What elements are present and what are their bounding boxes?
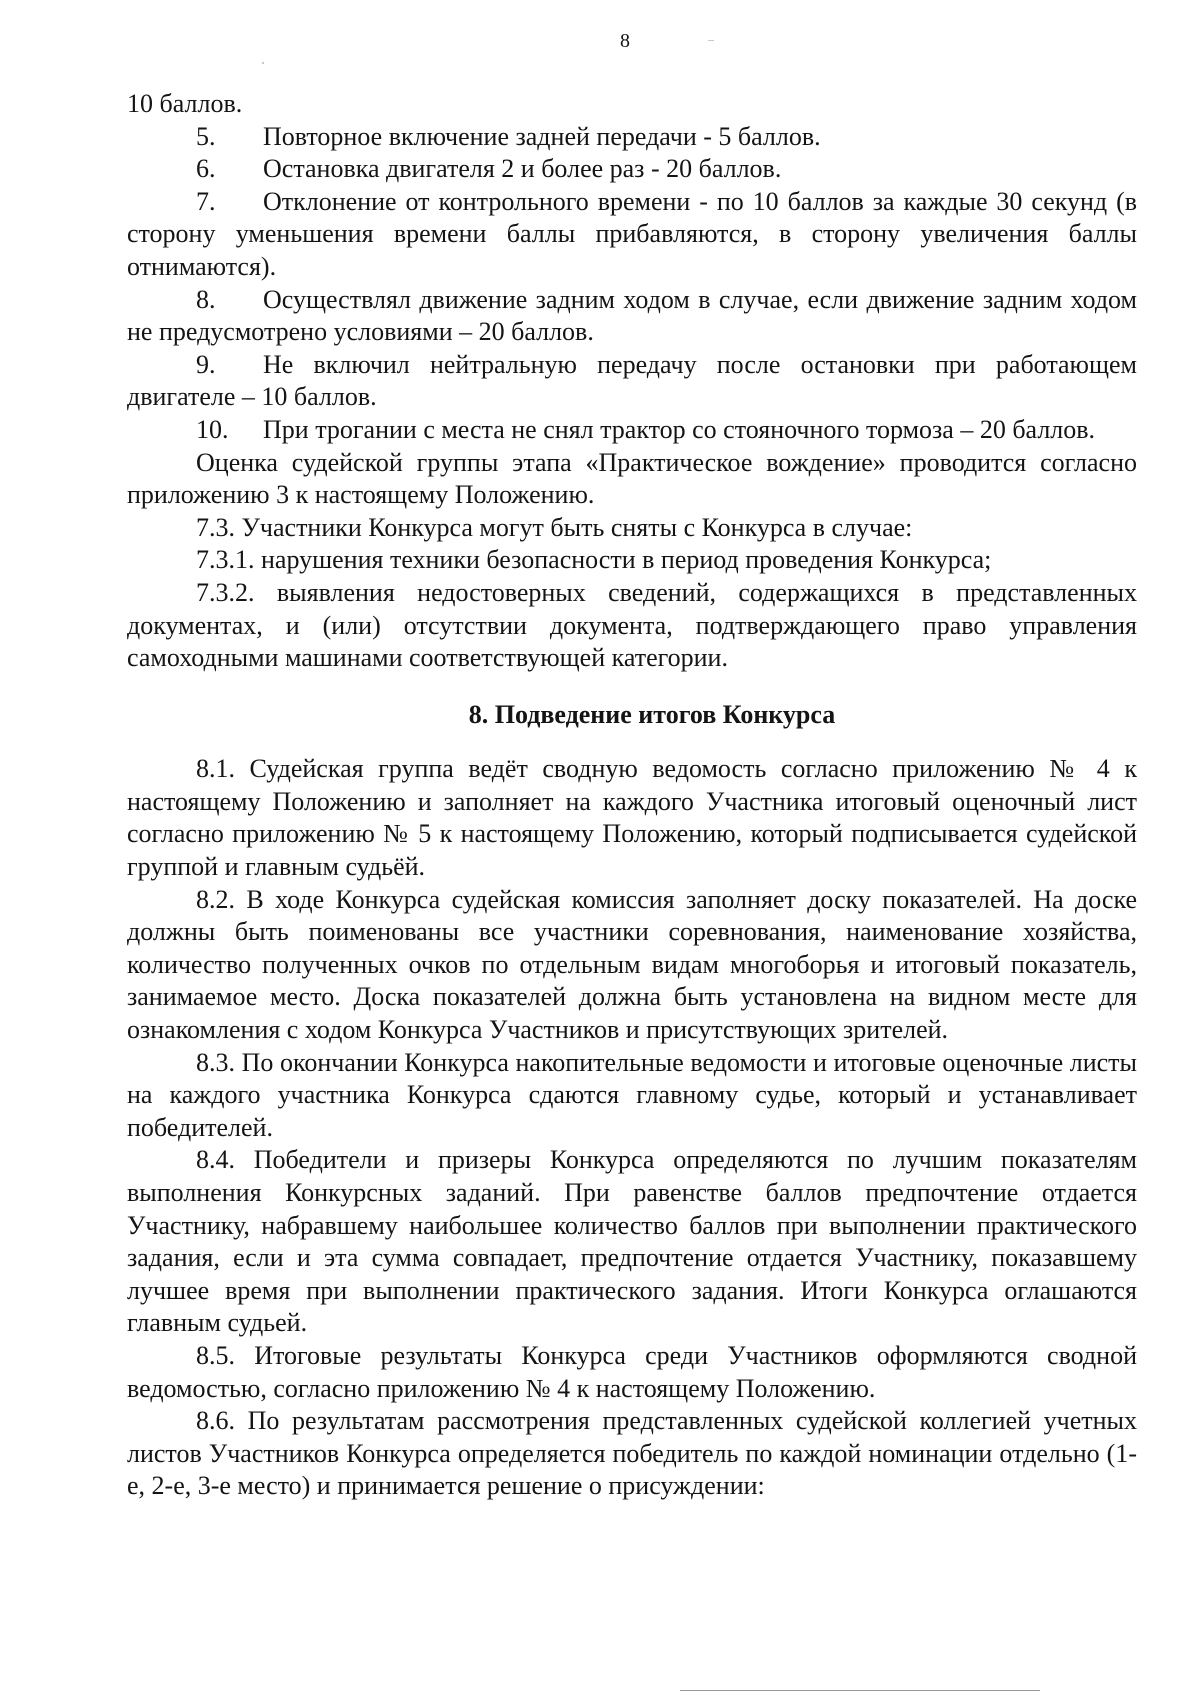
item-number: 10. xyxy=(196,414,229,444)
clause-7-3-2: 7.3.2. выявления недостоверных сведений, содержащихся в представленных документах, и (или) отсутствии документа, подтверждающего право управления самоходными машинами соответствующей категории. xyxy=(127,577,1137,673)
clause-8-5: 8.5. Итоговые результаты Конкурса среди Участников оформляются сводной ведомостью, согласно приложению № 4 к настоящему Положению. xyxy=(127,1340,1137,1403)
clause-8-4: 8.4. Победители и призеры Конкурса определяются по лучшим показателям выполнения Конкурсных заданий. При равенстве баллов предпочтение отдается Участнику, набравшему наибольшее количество баллов при выполнении практического задания, если и эта сумма совпадает, предпочтение отдается Участнику, показавшему лучшее время при выполнении практического задания. Итоги Конкурса оглашаются главным судьей. xyxy=(127,1145,1137,1338)
item-text: При трогании с места не снял трактор со стояночного тормоза – 20 баллов. xyxy=(263,414,1096,444)
clause-8-1: 8.1. Судейская группа ведёт сводную ведомость согласно приложению № 4 к настоящему Положению и заполняет на каждого Участника итоговый оценочный лист согласно приложению № 5 к настоящему Положению, который подписывается судейской группой и главным судьёй. xyxy=(127,754,1137,882)
clause-8-2: 8.2. В ходе Конкурса судейская комиссия заполняет доску показателей. На доске должны быть поименованы все участники соревнования, наименование хозяйства, количество полученных очков по отдельным видам многоборья и итоговый показатель, занимаемое место. Доска показателей должна быть установлена на видном месте для ознакомления с ходом Конкурса Участников и присутствующих зрителей. xyxy=(127,884,1137,1045)
item-text: Отклонение от контрольного времени - по 10 баллов за каждые 30 секунд (в сторону уменьшения времени баллы прибавляются, в сторону увеличения баллы отнимаются). xyxy=(127,186,1137,281)
item-text: Не включил нейтральную передачу после остановки при работающем двигателе – 10 баллов. xyxy=(127,349,1137,412)
penalty-item-10 xyxy=(127,414,1137,447)
item-number: 8. xyxy=(196,284,216,314)
penalty-item-6 xyxy=(127,153,1137,186)
carryover-line: 10 баллов. xyxy=(127,89,243,118)
item-number: 7. xyxy=(196,186,216,216)
clause-7-3: 7.3. Участники Конкурса могут быть сняты с Конкурса в случае: xyxy=(196,512,913,542)
page-number: 8 xyxy=(620,30,630,52)
item-number: 9. xyxy=(196,349,216,379)
scan-speck xyxy=(708,40,714,41)
document-body xyxy=(127,88,1137,1503)
clause-8-3: 8.3. По окончании Конкурса накопительные ведомости и итоговые оценочные листы на каждого участника Конкурса сдаются главному судье, который и устанавливает победителей. xyxy=(127,1047,1137,1142)
section-8-heading: 8. Подведение итогов Конкурса xyxy=(468,699,836,729)
item-text: Осуществлял движение задним ходом в случае, если движение задним ходом не предусмотрено условиями – 20 баллов. xyxy=(127,284,1137,347)
penalty-item-8 xyxy=(127,284,1137,349)
item-number: 5. xyxy=(196,121,216,151)
clause-8-6: 8.6. По результатам рассмотрения представленных судейской коллегией учетных листов Участников Конкурса определяется победитель по каждой номинации отдельно (1-е, 2-е, 3-е место) и принимается решение о присуждении: xyxy=(127,1406,1137,1501)
item-number: 6. xyxy=(196,154,216,184)
bottom-scan-line xyxy=(680,1690,1040,1691)
penalty-item-9 xyxy=(127,349,1137,414)
item-text: Остановка двигателя 2 и более раз - 20 баллов. xyxy=(263,154,782,184)
penalty-item-7 xyxy=(127,186,1137,284)
assessment-paragraph: Оценка судейской группы этапа «Практическое вождение» проводится согласно приложению 3 к настоящему Положению. xyxy=(127,447,1137,510)
clause-7-3-1: 7.3.1. нарушения техники безопасности в период проведения Конкурса; xyxy=(196,545,992,575)
penalty-item-5 xyxy=(127,121,1137,154)
scan-speck xyxy=(262,62,264,64)
item-text: Повторное включение задней передачи - 5 баллов. xyxy=(263,121,821,151)
